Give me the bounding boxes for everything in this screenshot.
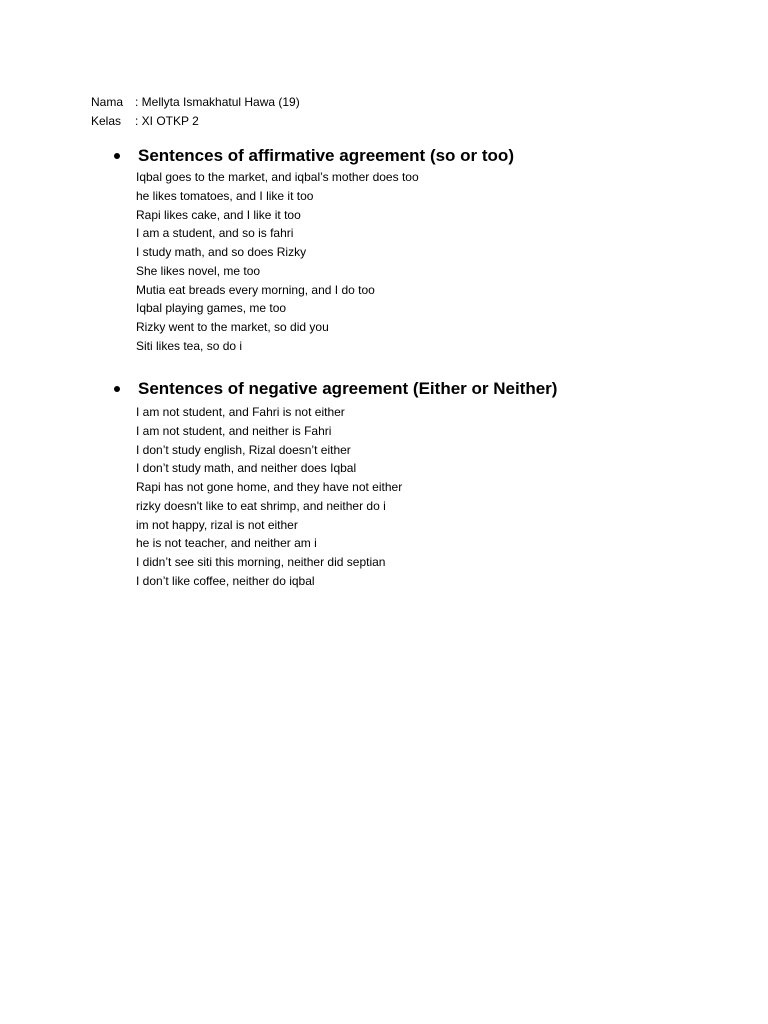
- item-text: he likes tomatoes, and I like it too: [136, 188, 314, 203]
- item-text: Iqbal goes to the market, and iqbal’s mother does too: [136, 170, 419, 184]
- item-text: I am not student, and Fahri is not either: [136, 405, 345, 419]
- name-row: [91, 93, 300, 111]
- item-text: She likes novel, me too: [136, 263, 261, 278]
- item-text: im not happy, rizal is not either: [136, 517, 298, 532]
- item-text: rizky doesn't like to eat shrimp, and neither do i: [136, 498, 386, 513]
- item-text: I don’t study english, Rizal doesn’t either: [136, 442, 351, 457]
- item-text: Mutia eat breads every morning, and I do too: [136, 282, 375, 297]
- item-text: I don’t study math, and neither does Iqbal: [136, 461, 357, 476]
- item-text: I didn’t see siti this morning, neither did septian: [136, 555, 386, 569]
- class-value: : XI OTKP 2: [135, 114, 199, 128]
- section-heading-text: Sentences of negative agreement (Either or Neither): [138, 379, 558, 398]
- name-value: : Mellyta Ismakhatul Hawa (19): [135, 95, 300, 109]
- item-text: I am a student, and so is fahri: [136, 226, 294, 241]
- section-heading-affirmative: [138, 145, 514, 167]
- item-text: Rizky went to the market, so did you: [136, 320, 329, 334]
- class-label: Kelas: [91, 114, 122, 128]
- section-heading-text: Sentences of affirmative agreement (so or too): [138, 146, 514, 165]
- item-text: I don’t like coffee, neither do iqbal: [136, 573, 315, 588]
- item-text: Rapi likes cake, and I like it too: [136, 207, 301, 222]
- section-heading-negative: [138, 378, 557, 400]
- bullet-icon: [114, 153, 120, 159]
- item-text: I study math, and so does Rizky: [136, 245, 307, 259]
- item-text: Rapi has not gone home, and they have not either: [136, 480, 403, 494]
- bullet-icon: [114, 386, 120, 392]
- item-text: Iqbal playing games, me too: [136, 301, 287, 316]
- item-text: Siti likes tea, so do i: [136, 338, 243, 353]
- item-text: I am not student, and neither is Fahri: [136, 423, 332, 438]
- class-row: [91, 112, 199, 130]
- item-text: he is not teacher, and neither am i: [136, 536, 317, 551]
- name-label: Nama: [91, 95, 124, 109]
